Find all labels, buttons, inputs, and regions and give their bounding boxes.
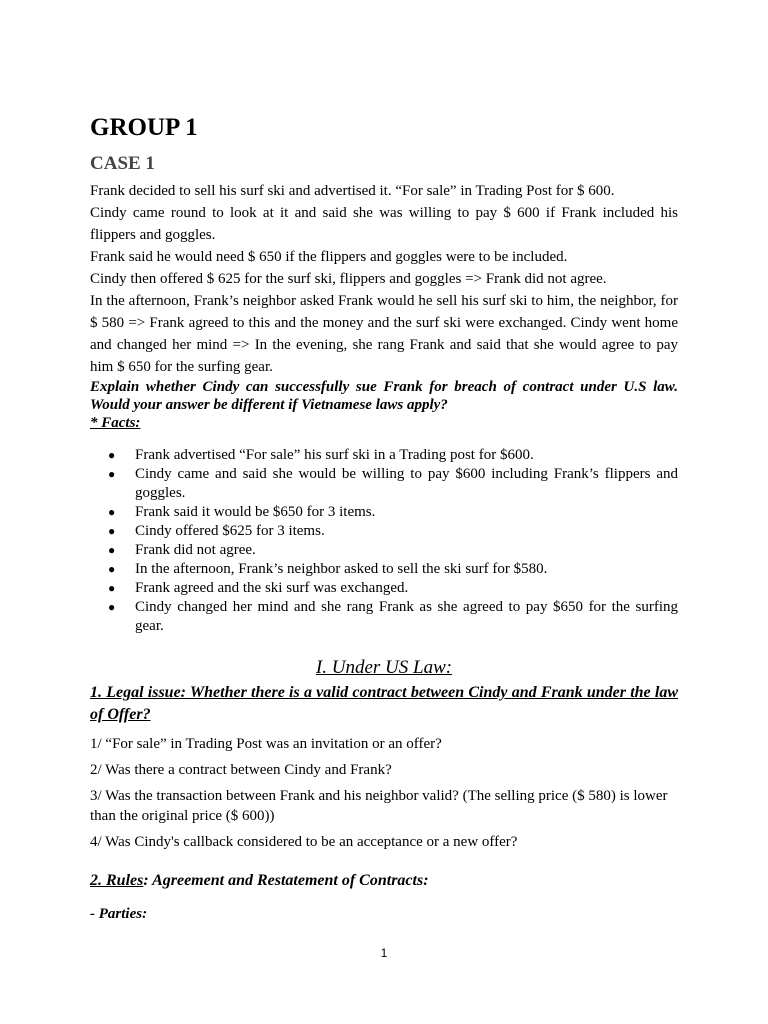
case-paragraph: Frank said he would need $ 650 if the flippers and goggles were to be included. [90,249,568,265]
document-page [90,112,678,924]
fact-item: ● Cindy changed her mind and she rang Frank as she agreed to pay $650 for the surfing gear. [108,599,678,634]
fact-item: ● Cindy came and said she would be willing to pay $600 including Frank’s flippers and goggles. [108,466,678,501]
case-title: CASE 1 [90,153,155,174]
bullet-icon: ● [108,524,116,538]
rules-heading [90,870,678,892]
page-number: 1 [380,946,388,960]
rules-rest: : Agreement and Restatement of Contracts: [143,872,429,889]
fact-item: ● In the afternoon, Frank’s neighbor asked to sell the ski surf for $580. [108,561,548,577]
bullet-icon: ● [108,600,116,614]
issue-question: 3/ Was the transaction between Frank and his neighbor valid? (The selling price ($ 580) is lower than the original price ($ 600)) [90,788,668,824]
fact-item: ● Cindy offered $625 for 3 items. [108,523,325,539]
facts-heading: * Facts: [90,415,141,431]
bullet-icon: ● [108,562,116,576]
bullet-icon: ● [108,581,116,595]
bullet-icon: ● [108,505,116,519]
case-question: Explain whether Cindy can successfully sue Frank for breach of contract under U.S law. Would your answer be different if Vietnamese laws apply? [90,379,678,413]
case-paragraph: Cindy came round to look at it and said she was willing to pay $ 600 if Frank included his flippers and goggles. [90,205,678,243]
bullet-icon: ● [108,467,116,481]
issue-question: 1/ “For sale” in Trading Post was an invitation or an offer? [90,736,442,752]
rules-label: 2. Rules [90,872,144,889]
section-title: I. Under US Law: [315,657,453,678]
case-paragraph: Cindy then offered $ 625 for the surf ski, flippers and goggles => Frank did not agree. [90,271,607,287]
facts-list [90,446,678,636]
case-paragraph: In the afternoon, Frank’s neighbor asked Frank would he sell his surf ski to him, the neighbor, for $ 580 => Frank agreed to this and the money and the surf ski were exchanged. Cindy went home and changed her mind => In the evening, she rang Frank and said that she would agree to pay him $ 650 for the surfing gear. [90,293,678,375]
fact-item: ● Frank advertised “For sale” his surf ski in a Trading post for $600. [108,447,534,463]
issue-question: 2/ Was there a contract between Cindy and Frank? [90,762,392,778]
issue-question: 4/ Was Cindy's callback considered to be an acceptance or a new offer? [90,834,518,850]
bullet-icon: ● [108,448,116,462]
fact-item: ● Frank agreed and the ski surf was exchanged. [108,580,409,596]
parties-heading: - Parties: [90,906,148,922]
bullet-icon: ● [108,543,116,557]
group-title: GROUP 1 [90,114,198,141]
legal-issue-heading: 1. Legal issue: Whether there is a valid contract between Cindy and Frank under the law of Offer? [90,684,678,723]
case-paragraph: Frank decided to sell his surf ski and advertised it. “For sale” in Trading Post for $ 600. [90,183,615,199]
fact-item: ● Frank did not agree. [108,542,256,558]
fact-item: ● Frank said it would be $650 for 3 items. [108,504,376,520]
